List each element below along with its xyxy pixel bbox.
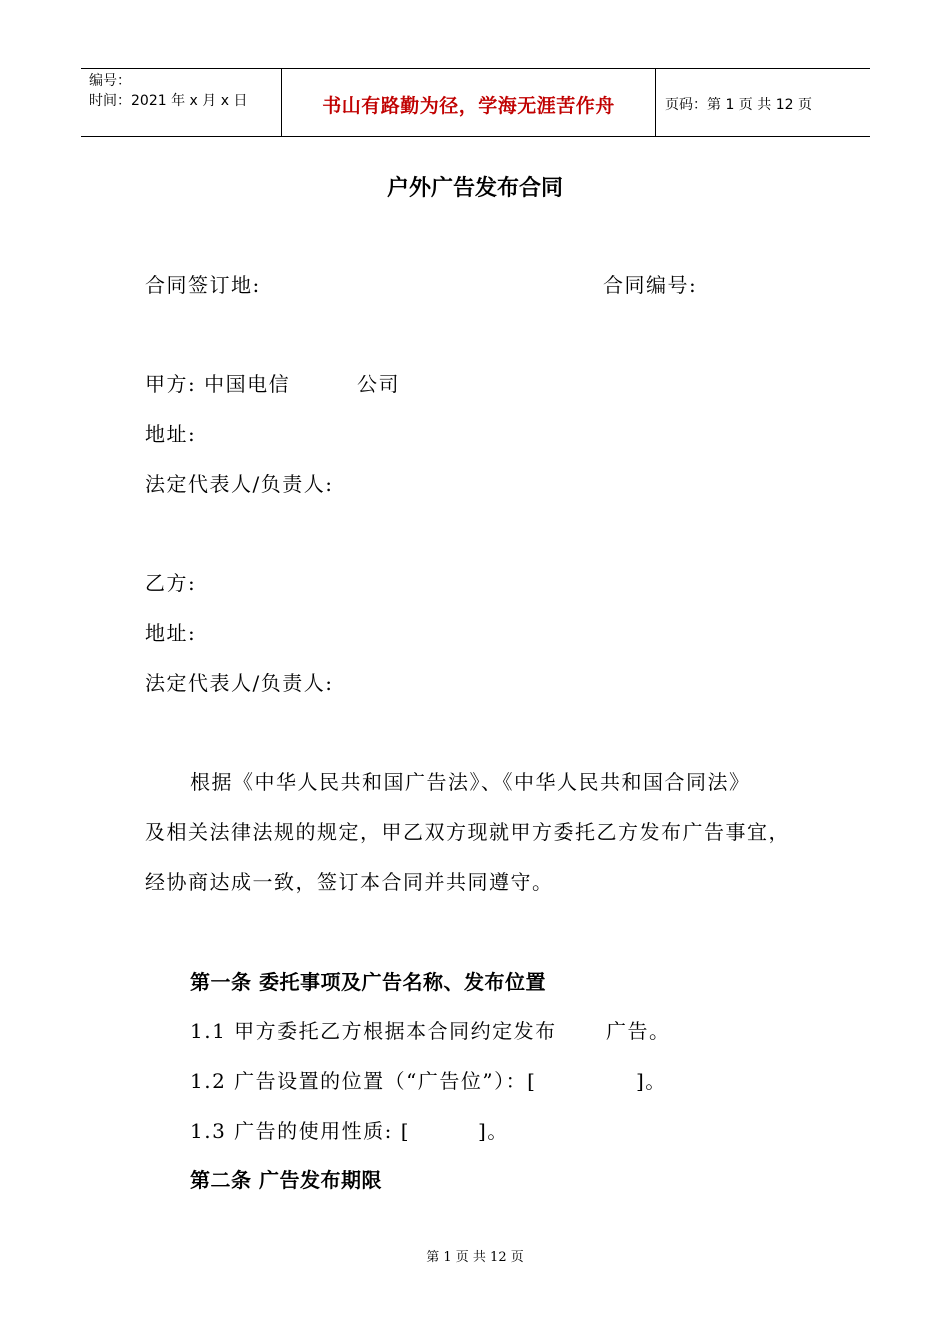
article-1-item-3-suffix: ]。 (478, 1119, 509, 1143)
party-b-name: 乙方: (145, 571, 197, 595)
document-date: 时间：2021 年 x 月 x 日 (89, 93, 248, 109)
header-page-info: 页码：第 1 页 共 12 页 (665, 97, 812, 113)
document-title: 户外广告发布合同 (386, 176, 563, 201)
page-footer: 第 1 页 共 12 页 (426, 1250, 524, 1265)
party-a-representative: 法定代表人/负责人: (145, 472, 334, 496)
page-header (81, 68, 870, 137)
article-1-item-1: 1.1 甲方委托乙方根据本合同约定发布 (190, 1019, 557, 1043)
party-b-representative: 法定代表人/负责人: (145, 671, 334, 695)
article-1-heading: 第一条 委托事项及广告名称、发布位置 (190, 970, 546, 994)
party-a-name: 甲方: 中国电信 (145, 372, 291, 396)
document-number-label: 编号： (89, 73, 131, 89)
preamble-line: 经协商达成一致，签订本合同并共同遵守。 (145, 870, 554, 894)
preamble-line: 及相关法律法规的规定，甲乙双方现就甲方委托乙方发布广告事宜， (145, 820, 790, 844)
article-1-item-3: 1.3 广告的使用性质: [ (190, 1119, 411, 1143)
article-1-item-1-suffix: 广告。 (606, 1019, 671, 1043)
header-meta (89, 71, 247, 111)
preamble-line: 根据《中华人民共和国广告法》、《中华人民共和国合同法》 (190, 770, 751, 794)
contract-number-label: 合同编号: (603, 273, 698, 297)
header-motto: 书山有路勤为径，学海无涯苦作舟 (322, 95, 615, 117)
party-a-name-suffix: 公司 (357, 372, 400, 396)
party-a-address: 地址: (145, 422, 197, 446)
header-divider (655, 69, 656, 136)
sign-place-label: 合同签订地: (145, 273, 261, 297)
article-1-item-2-suffix: ]。 (636, 1069, 667, 1093)
article-1-item-2: 1.2 广告设置的位置（“广告位”）：[ (190, 1069, 537, 1093)
party-b-address: 地址: (145, 621, 197, 645)
article-2-heading: 第二条 广告发布期限 (190, 1168, 382, 1192)
